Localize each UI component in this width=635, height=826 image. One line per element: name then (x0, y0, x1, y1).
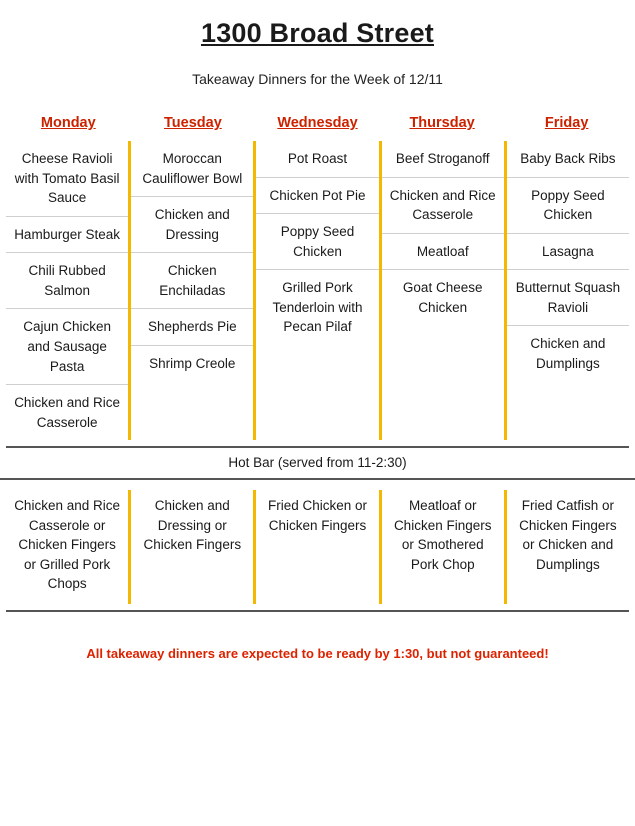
day-header-monday: Monday (40, 115, 96, 131)
menu-item: Lasagna (507, 233, 629, 270)
hot-bar-tuesday: Chicken and Dressing or Chicken Fingers (128, 490, 253, 604)
menu-item: Chili Rubbed Salmon (6, 252, 128, 308)
menu-item: Moroccan Cauliflower Bowl (142, 151, 243, 186)
dinner-column-tuesday (128, 141, 253, 440)
hot-bar-monday: Chicken and Rice Casserole or Chicken Fingers or Grilled Pork Chops (14, 498, 120, 592)
hot-bar-label: Hot Bar (served from 11-2:30) (228, 455, 407, 471)
menu-item: Cheese Ravioli with Tomato Basil Sauce (14, 151, 120, 206)
menu-item: Meatloaf (382, 233, 504, 270)
dinner-column-friday (504, 141, 629, 440)
menu-item: Butternut Squash Ravioli (507, 269, 629, 325)
page-subtitle: Takeaway Dinners for the Week of 12/11 (192, 71, 443, 87)
menu-item: Shrimp Creole (131, 345, 253, 382)
day-header-wednesday: Wednesday (277, 115, 358, 131)
menu-item: Grilled Pork Tenderloin with Pecan Pilaf (256, 269, 378, 345)
menu-item: Chicken and Dressing (131, 196, 253, 252)
hot-bar-friday: Fried Catfish or Chicken Fingers or Chicken and Dumplings (504, 490, 629, 604)
day-header-row (0, 115, 635, 131)
hot-bar-wednesday: Fried Chicken or Chicken Fingers (253, 490, 378, 604)
hot-bar-thursday: Meatloaf or Chicken Fingers or Smothered Pork Chop (379, 490, 504, 604)
menu-item: Chicken and Rice Casserole (6, 384, 128, 440)
menu-item: Hamburger Steak (6, 216, 128, 253)
menu-item: Shepherds Pie (131, 308, 253, 345)
menu-item: Chicken and Rice Casserole (382, 177, 504, 233)
menu-page (0, 18, 635, 826)
divider-below-hot-bar (6, 610, 629, 612)
dinner-column-thursday (379, 141, 504, 440)
dinner-column-wednesday (253, 141, 378, 440)
footer-note: All takeaway dinners are expected to be ready by 1:30, but not guaranteed! (86, 646, 549, 661)
dinner-column-monday (6, 141, 128, 440)
menu-item: Chicken Enchiladas (131, 252, 253, 308)
hot-bar-grid (0, 478, 635, 604)
menu-item: Beef Stroganoff (395, 151, 490, 166)
menu-item: Pot Roast (287, 151, 348, 166)
menu-item: Goat Cheese Chicken (382, 269, 504, 325)
day-header-thursday: Thursday (409, 115, 475, 131)
page-title: 1300 Broad Street (200, 18, 434, 48)
menu-item: Baby Back Ribs (520, 151, 616, 166)
menu-item: Poppy Seed Chicken (256, 213, 378, 269)
dinner-grid (0, 141, 635, 440)
day-header-friday: Friday (544, 115, 589, 131)
day-header-tuesday: Tuesday (164, 115, 222, 131)
menu-item: Cajun Chicken and Sausage Pasta (6, 308, 128, 384)
menu-item: Chicken Pot Pie (256, 177, 378, 214)
menu-item: Chicken and Dumplings (507, 325, 629, 381)
menu-item: Poppy Seed Chicken (507, 177, 629, 233)
